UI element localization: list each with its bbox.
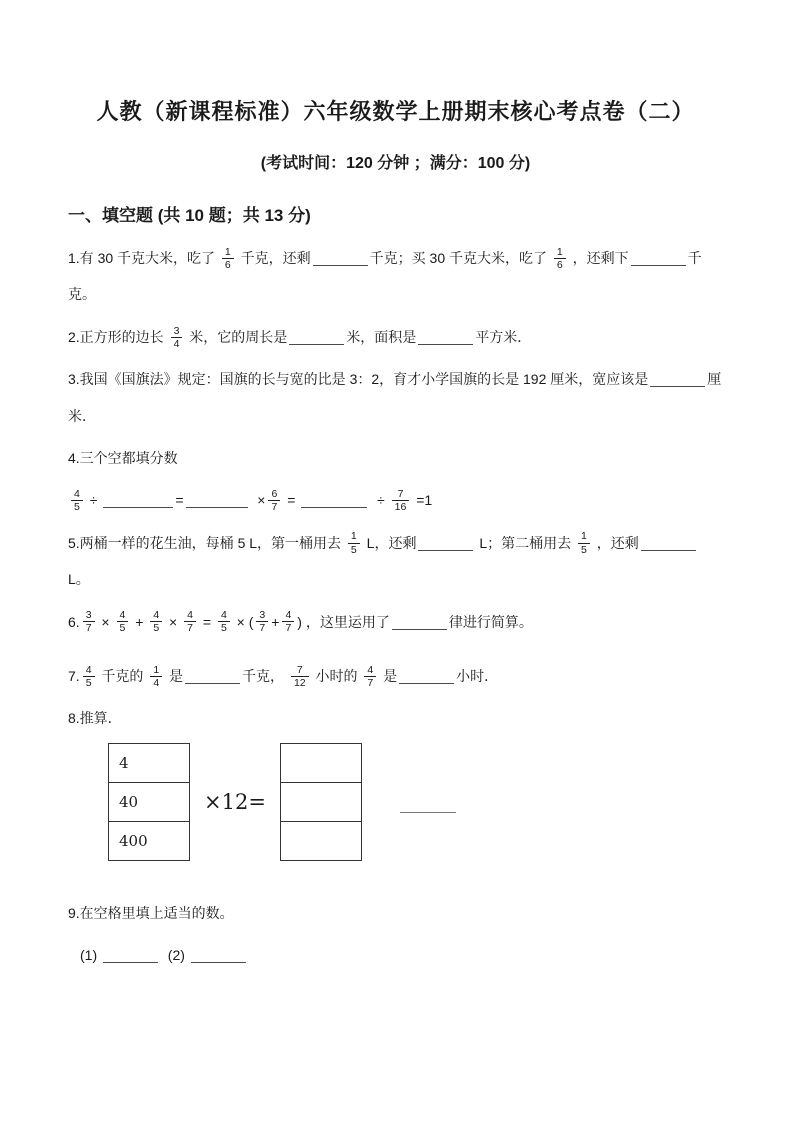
answer-blank: [103, 495, 173, 508]
table-cell-empty: [280, 743, 361, 782]
text-run: 小时．: [456, 667, 499, 684]
text-run: × (: [232, 613, 254, 630]
table-cell: 400: [109, 821, 190, 860]
table-cell: 4: [109, 743, 190, 782]
answer-blank: [650, 374, 705, 387]
question-2: [68, 319, 723, 355]
text-run: L，还剩: [362, 534, 417, 551]
text-run: +: [271, 613, 280, 630]
text-run: 4.三个空都填分数: [68, 449, 178, 466]
text-run: 3.我国《国旗法》规定：国旗的长与宽的比是 3：2，育才小学国旗的长是 192 厘米，宽应该是: [68, 371, 649, 388]
text-run: (2): [160, 947, 189, 964]
question-1: [68, 240, 723, 313]
text-run: =: [283, 492, 300, 509]
table-cell-empty: [280, 782, 361, 821]
text-run: 是: [379, 667, 398, 684]
text-run: ÷: [85, 492, 102, 509]
exam-info: (考试时间：120 分钟 ；满分：100 分): [260, 155, 531, 172]
answer-blank: [392, 617, 447, 630]
text-run: 律进行简算。: [448, 613, 533, 630]
answer-blank: [641, 538, 696, 551]
text-run: (1): [80, 947, 101, 964]
question-7: [68, 658, 723, 694]
text-run: 千克。: [68, 250, 702, 303]
text-run: +: [131, 613, 148, 630]
fraction: $\frac{4}{5}$: [83, 664, 95, 689]
answer-blank: [301, 495, 367, 508]
text-run: 千克，: [242, 667, 288, 684]
answer-blank: [186, 495, 248, 508]
fraction: $\frac{4}{5}$: [117, 609, 129, 634]
text-run: L。: [68, 571, 90, 588]
text-run: 2.正方形的边长: [68, 328, 168, 345]
answer-blank: [418, 538, 473, 551]
text-run: =: [198, 613, 215, 630]
text-run: 小时的: [311, 667, 362, 684]
question-4-formula: [68, 482, 723, 518]
text-run: 8.推算．: [68, 710, 122, 727]
text-run: 9.在空格里填上适当的数。: [68, 904, 234, 921]
fraction: $\frac{1}{6}$: [554, 246, 566, 271]
text-run: ÷: [369, 492, 389, 509]
question-6: [68, 604, 723, 640]
paper-title: 人教（新课程标准）六年级数学上册期末核心考点卷（二）: [96, 99, 695, 124]
fraction: $\frac{3}{4}$: [171, 325, 183, 350]
question-5: [68, 525, 723, 598]
question-4: [68, 440, 723, 476]
answer-blank: [400, 812, 456, 813]
fraction: $\frac{3}{7}$: [256, 609, 268, 634]
text-run: =: [175, 492, 184, 509]
fraction: $\frac{6}{7}$: [268, 488, 280, 513]
text-run: ) ，这里运用了: [297, 613, 390, 630]
question-8: [68, 700, 723, 736]
q8-diagram: [108, 743, 723, 861]
text-run: ×: [249, 492, 266, 509]
text-run: 平方米．: [475, 328, 532, 345]
fraction: $\frac{1}{6}$: [222, 246, 234, 271]
answer-blank: [418, 332, 473, 345]
text-run: 1.有 30 千克大米，吃了: [68, 250, 219, 266]
fraction: $\frac{4}{5}$: [150, 609, 162, 634]
fraction: $\frac{4}{7}$: [282, 609, 294, 634]
fraction: $\frac{3}{7}$: [83, 609, 95, 634]
fraction: $\frac{4}{5}$: [71, 488, 83, 513]
fraction: $\frac{4}{7}$: [364, 664, 376, 689]
answer-blank: [185, 671, 240, 684]
q8-right-table: [280, 743, 362, 861]
multiply-12-operator: ×12=: [204, 789, 266, 814]
answer-blank: [103, 950, 158, 963]
answer-blank: [289, 332, 344, 345]
fraction: $\frac{4}{7}$: [184, 609, 196, 634]
answer-blank: [399, 671, 454, 684]
table-cell-empty: [280, 821, 361, 860]
text-run: 厘米．: [68, 371, 722, 424]
text-run: ×: [97, 613, 114, 630]
question-3: [68, 361, 723, 434]
text-run: =1: [412, 492, 433, 509]
text-run: 米，面积是: [346, 328, 417, 345]
text-run: 6.: [68, 613, 80, 630]
text-run: 千克，还剩: [236, 250, 311, 266]
fraction: $\frac{1}{5}$: [578, 530, 590, 555]
table-cell: 40: [109, 782, 190, 821]
fraction: $\frac{7}{12}$: [291, 664, 309, 689]
text-run: 千克的: [97, 667, 148, 684]
text-run: L；第二桶用去: [475, 534, 576, 551]
text-run: 是: [165, 667, 184, 684]
text-run: ×: [165, 613, 182, 630]
text-run: 千克；买 30 千克大米，吃了: [369, 250, 551, 266]
text-run: 7.: [68, 667, 80, 684]
section-heading: 一、填空题 (共 10 题；共 13 分): [68, 206, 311, 225]
fraction: $\frac{1}{5}$: [348, 530, 360, 555]
fraction: $\frac{1}{4}$: [150, 664, 162, 689]
text-run: 米，它的周长是: [185, 328, 288, 345]
q8-left-table: [108, 743, 190, 861]
answer-blank: [313, 253, 368, 266]
fraction: $\frac{7}{16}$: [392, 488, 410, 513]
answer-blank: [631, 253, 686, 266]
question-9: [68, 895, 723, 931]
text-run: ，还剩下: [568, 250, 629, 266]
text-run: ，还剩: [592, 534, 639, 551]
answer-blank: [191, 950, 246, 963]
fraction: $\frac{4}{5}$: [218, 609, 230, 634]
text-run: 5.两桶一样的花生油，每桶 5 L，第一桶用去: [68, 534, 345, 551]
question-9-answer-line: [68, 937, 723, 973]
